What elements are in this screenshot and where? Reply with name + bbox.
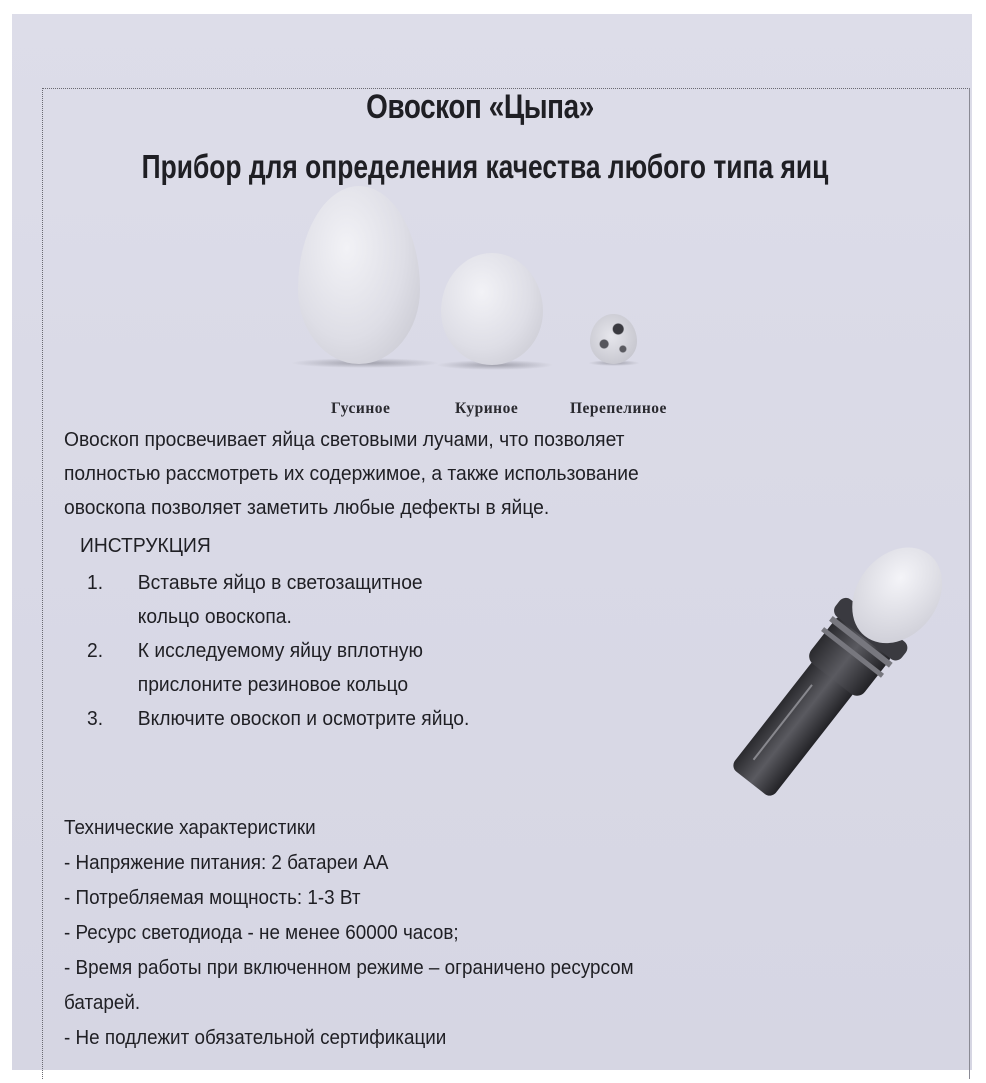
spec-item: - Ресурс светодиода - не менее 60000 часов; (64, 921, 459, 944)
instruction-steps (87, 566, 469, 736)
step-3 (87, 702, 469, 736)
spec-item: батарей. (64, 991, 141, 1014)
intro-paragraph (64, 423, 639, 525)
egg-label-chicken: Куриное (455, 400, 519, 417)
spec-item: - Потребляемая мощность: 1-3 Вт (64, 886, 361, 909)
specs-heading: Технические характеристики (64, 816, 316, 839)
egg-label-goose: Гусиное (331, 400, 391, 417)
spec-item: - Не подлежит обязательной сертификации (64, 1026, 447, 1049)
quail-egg-image (590, 314, 637, 364)
step-text: Включите овоскоп и осмотрите яйцо. (137, 707, 470, 730)
technical-specs (64, 810, 634, 1055)
document-subtitle: Прибор для определения качества любого типа яиц (141, 148, 829, 185)
step-text: Вставьте яйцо в светозащитное (137, 571, 423, 594)
document-title: Овоскоп «Цыпа» (366, 88, 594, 126)
intro-line: полностью рассмотреть их содержимое, а также использование (64, 462, 639, 485)
step-2 (87, 634, 469, 702)
instruction-heading: ИНСТРУКЦИЯ (80, 534, 211, 557)
step-number: 2. (87, 639, 104, 662)
ovoscope-device-image (690, 525, 970, 815)
step-1 (87, 566, 469, 634)
spec-item: - Напряжение питания: 2 батареи АА (64, 851, 389, 874)
step-text: кольцо овоскопа. (137, 605, 292, 628)
intro-line: Овоскоп просвечивает яйца световыми лучами, что позволяет (64, 428, 625, 451)
intro-line: овоскопа позволяет заметить любые дефекты в яйце. (64, 496, 550, 519)
egg-label-quail: Перепелиное (570, 400, 667, 417)
chicken-egg-image (441, 253, 543, 365)
spec-item: - Время работы при включенном режиме – ограничено ресурсом (64, 956, 634, 979)
step-number: 3. (87, 707, 104, 730)
step-number: 1. (87, 571, 104, 594)
step-text: К исследуемому яйцу вплотную (137, 639, 423, 662)
step-text: прислоните резиновое кольцо (137, 673, 409, 696)
